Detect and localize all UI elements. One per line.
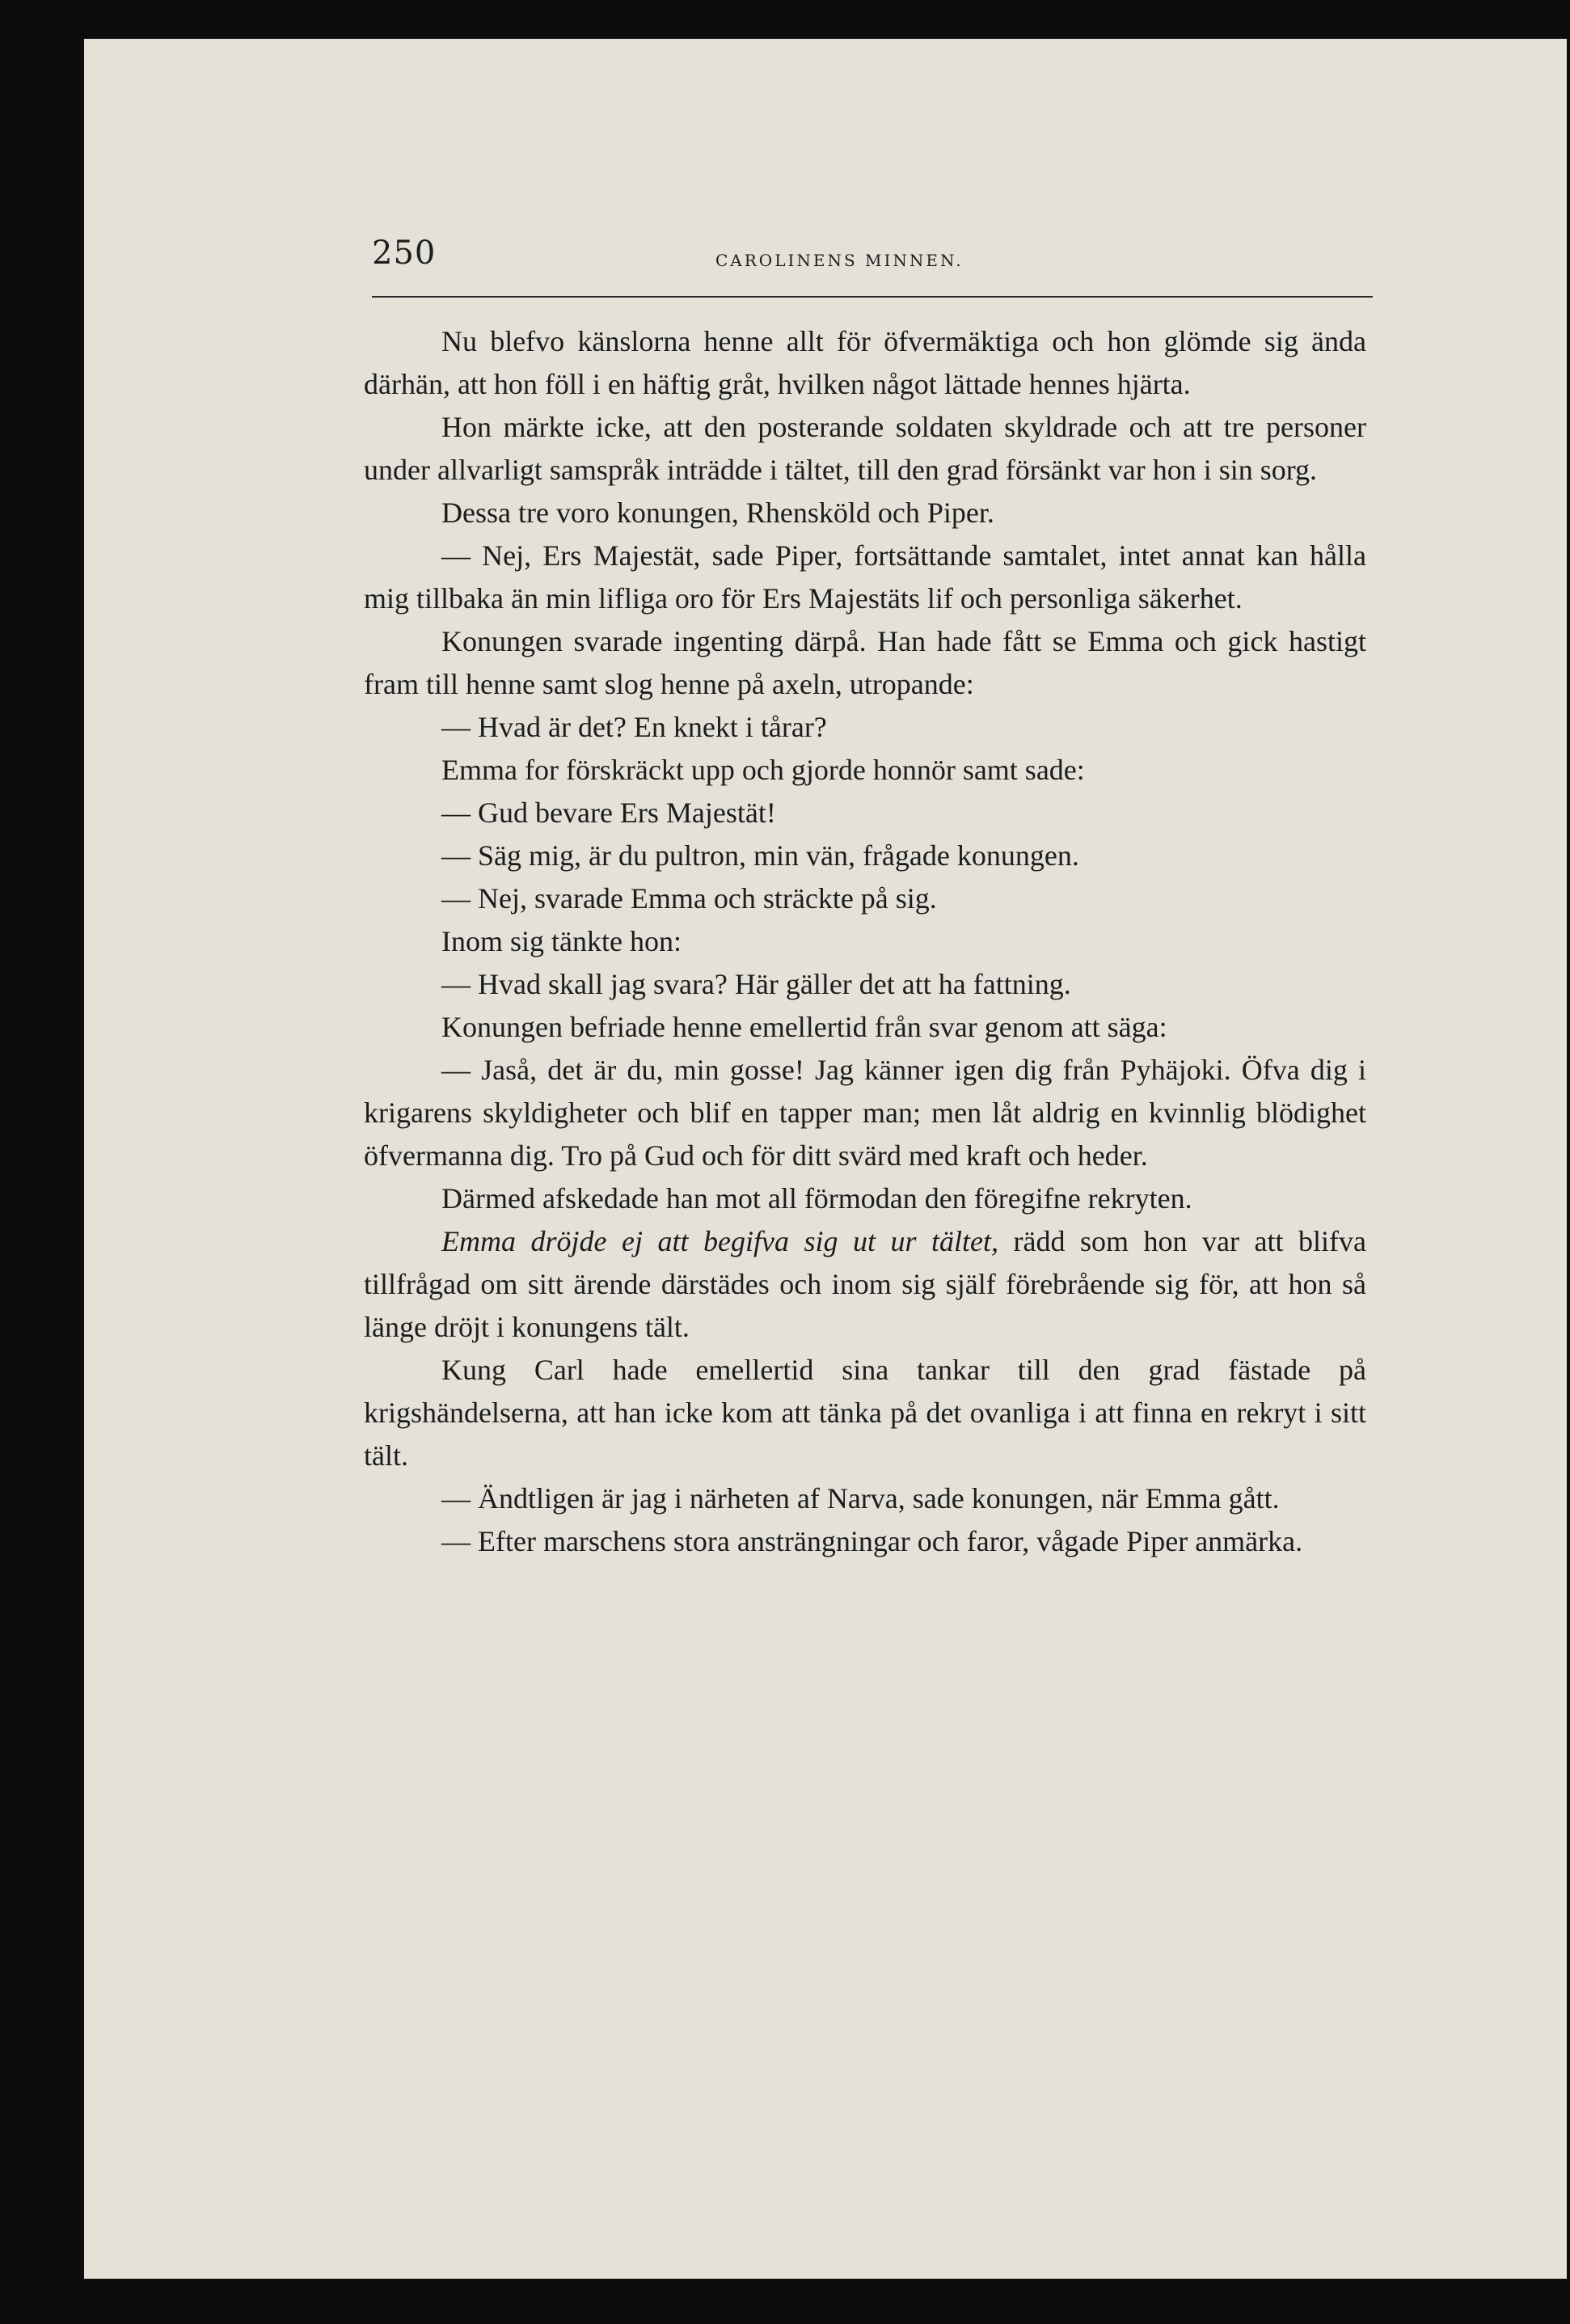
paragraph: Dessa tre voro konungen, Rhensköld och Piper. bbox=[441, 496, 994, 529]
paragraph: — Nej, svarade Emma och sträckte på sig. bbox=[441, 882, 937, 915]
paragraph: Inom sig tänkte hon: bbox=[441, 925, 682, 957]
paragraph: — Nej, Ers Majestät, sade Piper, fortsättande samtalet, intet annat kan hålla mig tillbaka än min lifliga oro för Ers Majestäts lif och personliga säkerhet. bbox=[364, 539, 1366, 615]
paragraph: Konungen befriade henne emellertid från svar genom att säga: bbox=[441, 1011, 1167, 1043]
paragraph: Hon märkte icke, att den posterande soldaten skyldrade och att tre personer under allvarligt samspråk inträdde i tältet, till den grad försänkt var hon i sin sorg. bbox=[364, 411, 1366, 486]
paragraph: Kung Carl hade emellertid sina tankar till den grad fästade på krigshändelserna, att han icke kom att tänka på det ovanliga i att finna en rekryt i sitt tält. bbox=[364, 1354, 1366, 1472]
page-header bbox=[372, 235, 1373, 283]
paragraph: Konungen svarade ingenting därpå. Han hade fått se Emma och gick hastigt fram till henne samt slog henne på axeln, utropande: bbox=[364, 625, 1366, 700]
italic-phrase: Emma dröjde ej att begifva sig ut ur tältet, bbox=[441, 1225, 999, 1257]
running-head: CAROLINENS MINNEN. bbox=[715, 251, 964, 270]
header-rule bbox=[372, 296, 1373, 298]
page-number: 250 bbox=[372, 235, 437, 272]
body-text bbox=[364, 320, 1366, 1563]
paragraph: Emma for förskräckt upp och gjorde honnör samt sade: bbox=[441, 754, 1085, 786]
paragraph: — Säg mig, är du pultron, min vän, frågade konungen. bbox=[441, 839, 1079, 872]
paragraph: — Hvad är det? En knekt i tårar? bbox=[441, 711, 827, 743]
paragraph: — Hvad skall jag svara? Här gäller det att ha fattning. bbox=[441, 968, 1071, 1000]
paragraph: — Gud bevare Ers Majestät! bbox=[441, 796, 776, 829]
paragraph: — Jaså, det är du, min gosse! Jag känner igen dig från Pyhäjoki. Öfva dig i krigarens skyldigheter och blif en tapper man; men låt aldrig en kvinnlig blödighet öfvermanna dig. Tro på Gud och för ditt svärd med kraft och heder. bbox=[364, 1054, 1366, 1172]
paragraph-italic-lead bbox=[364, 1220, 1366, 1349]
paragraph: Därmed afskedade han mot all förmodan den föregifne rekryten. bbox=[441, 1182, 1192, 1215]
paragraph-rest: rädd som hon var att blifva tillfrågad om sitt ärende därstädes och inom sig själf förebrående sig för, att hon så länge dröjt i konungens tält. bbox=[364, 1225, 1366, 1343]
paragraph: Nu blefvo känslorna henne allt för öfvermäktiga och hon glömde sig ända därhän, att hon föll i en häftig gråt, hvilken något lättade hennes hjärta. bbox=[364, 325, 1366, 400]
paragraph: — Efter marschens stora ansträngningar och faror, vågade Piper anmärka. bbox=[441, 1525, 1303, 1557]
paragraph: — Ändtligen är jag i närheten af Narva, sade konungen, när Emma gått. bbox=[441, 1482, 1280, 1515]
